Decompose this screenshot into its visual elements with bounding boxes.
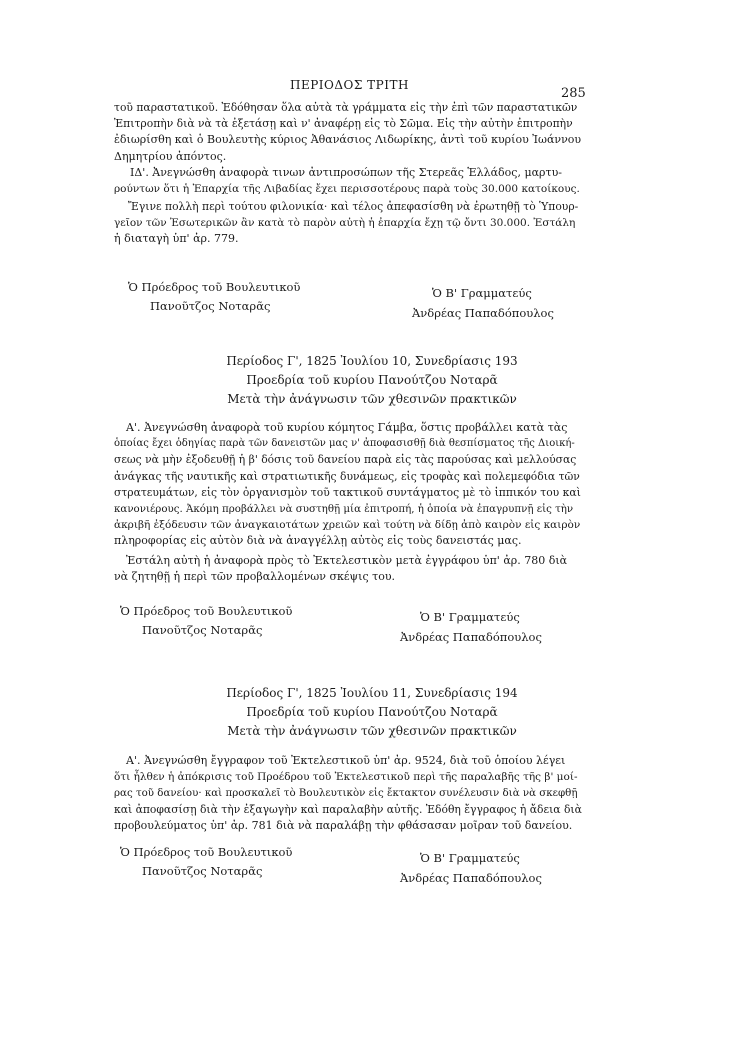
session-194-header <box>0 684 744 741</box>
text-line: Δημητρίου ἀπόντος. <box>114 149 227 163</box>
session-194-paragraph-1 <box>114 753 582 834</box>
president-title: Ὁ Πρόεδρος τοῦ Βουλευτικοῦ <box>120 604 293 618</box>
text-line: ἡ διαταγὴ ὑπ' ἀρ. 779. <box>114 232 239 246</box>
running-title: ΠΕΡΙΟΔΟΣ ΤΡΙΤΗ <box>290 78 409 92</box>
text-line: κανονιέρους. Ἀκόμη προβάλλει νὰ συστηθῇ μία ἐπιτροπή, ἡ ὁποία νὰ ἐπαγρυπνῇ εἰς τὴν <box>114 503 574 516</box>
page-header <box>0 78 744 101</box>
president-name: Πανοῦτζος Νοταρᾶς <box>142 864 263 878</box>
session-193-paragraph-2 <box>114 553 582 585</box>
text-line: ὅτι ἦλθεν ἡ ἀπόκρισις τοῦ Προέδρου τοῦ Ἐκτελεστικοῦ περὶ τῆς παραλαβῆς τῆς β' μοί- <box>114 771 578 784</box>
president-signature <box>120 843 292 881</box>
president-title: Ὁ Πρόεδρος τοῦ Βουλευτικοῦ <box>128 280 301 294</box>
text-line: πληροφορίας εἰς αὐτὸν διὰ νὰ ἀναγγέλλῃ αὐτὸς εἰς τοὺς δανειστάς μας. <box>114 534 522 548</box>
president-name: Πανοῦτζος Νοταρᾶς <box>142 623 263 637</box>
intro-paragraph-1 <box>114 100 582 165</box>
text-line: Α'. Ἀνεγνώσθη ἔγγραφον τοῦ Ἐκτελεστικοῦ ὑπ' ἀρ. 9524, διὰ τοῦ ὁποίου λέγει <box>126 754 566 767</box>
text-line: ρας τοῦ δανείου· καὶ προσκαλεῖ τὸ Βουλευτικὸν εἰς ἔκτακτον συνέλευσιν διὰ νὰ σκεφθῇ <box>114 787 578 800</box>
text-line: Ἐπιτροπὴν διὰ νὰ τὰ ἐξετάσῃ καὶ ν' ἀναφέρῃ εἰς τὸ Σῶμα. Εἰς τὴν αὐτὴν ἐπιτροπὴν <box>114 117 573 131</box>
president-title: Ὁ Πρόεδρος τοῦ Βουλευτικοῦ <box>120 845 293 859</box>
secretary-title: Ὁ Β' Γραμματεύς <box>432 286 532 300</box>
secretary-name: Ἀνδρέας Παπαδόπουλος <box>400 871 542 885</box>
session-after-reading: Μετὰ τὴν ἀνάγνωσιν τῶν χθεσινῶν πρακτικῶν <box>227 392 517 406</box>
text-line: ἐδιωρίσθη καὶ ὁ Βουλευτὴς κύριος Ἀθανάσιος Λιδωρίκης, ἀντὶ τοῦ κυρίου Ἰωάννου <box>114 133 582 147</box>
text-line: Α'. Ἀνεγνώσθη ἀναφορὰ τοῦ κυρίου κόμητος Γάμβα, ὅστις προβάλλει κατὰ τὰς <box>126 421 568 434</box>
text-line: σεως νὰ μὴν ἐξοδευθῇ ἡ β' δόσις τοῦ δανείου παρὰ εἰς τὰς παρούσας καὶ μελλούσας <box>114 453 577 467</box>
text-line: προβουλεύματος ὑπ' ἀρ. 781 διὰ νὰ παραλάβῃ τὴν φθάσασαν μοῖραν τοῦ δανείου. <box>114 818 573 832</box>
text-line: νὰ ζητηθῇ ἡ περὶ τῶν προβαλλομένων σκέψις του. <box>114 570 396 584</box>
session-after-reading: Μετὰ τὴν ἀνάγνωσιν τῶν χθεσινῶν πρακτικῶν <box>227 724 517 738</box>
session-heading: Περίοδος Γ', 1825 Ἰουλίου 10, Συνεδρίασις 193 <box>226 354 518 368</box>
intro-paragraph-3 <box>114 199 582 248</box>
secretary-title: Ὁ Β' Γραμματεύς <box>420 851 520 865</box>
page-number: 285 <box>561 86 586 101</box>
session-193-paragraph-1 <box>114 420 582 550</box>
president-signature <box>128 278 300 316</box>
text-line: καὶ ἀποφασίσῃ διὰ τὴν ἐξαγωγὴν καὶ παραλαβὴν αὐτῆς. Ἐδόθη ἔγγραφος ἡ ἄδεια διὰ <box>114 802 582 816</box>
text-line: Ἔγινε πολλὴ περὶ τούτου φιλονικία· καὶ τέλος ἀπεφασίσθη νὰ ἐρωτηθῇ τὸ Ὑπουρ- <box>128 200 579 213</box>
text-line: ρούντων ὅτι ἡ Ἐπαρχία τῆς Λιβαδίας ἔχει περισσοτέρους παρὰ τοὺς 30.000 κατοίκους. <box>114 183 580 196</box>
session-193-header <box>0 352 744 409</box>
secretary-title: Ὁ Β' Γραμματεύς <box>420 610 520 624</box>
session-presidency: Προεδρία τοῦ κυρίου Πανούτζου Νοταρᾶ <box>246 373 498 387</box>
intro-paragraph-2 <box>114 165 582 197</box>
secretary-signature <box>400 848 542 888</box>
secretary-signature <box>400 607 542 647</box>
text-line: ἀνάγκας τῆς ναυτικῆς καὶ στρατιωτικῆς δυνάμεως, εἰς τροφὰς καὶ πολεμεφόδια τῶν <box>114 469 580 483</box>
text-line: τοῦ παραστατικοῦ. Ἐδόθησαν ὅλα αὐτὰ τὰ γράμματα εἰς τὴν ἐπὶ τῶν παραστατικῶν <box>114 101 578 114</box>
text-line: γεῖον τῶν Ἐσωτερικῶν ἂν κατὰ τὸ παρὸν αὐτὴ ἡ ἐπαρχία ἔχῃ τῷ ὄντι 30.000. Ἐστάλη <box>114 217 576 230</box>
session-presidency: Προεδρία τοῦ κυρίου Πανούτζου Νοταρᾶ <box>246 705 498 719</box>
secretary-name: Ἀνδρέας Παπαδόπουλος <box>400 630 542 644</box>
text-line: ΙΔ'. Ἀνεγνώσθη ἀναφορὰ τινων ἀντιπροσώπων τῆς Στερεᾶς Ἑλλάδος, μαρτυ- <box>130 166 562 179</box>
text-line: ὁποίας ἔχει ὁδηγίας παρὰ τῶν δανειστῶν μας ν' ἀποφασισθῇ διὰ θεσπίσματος τῆς Διοική- <box>114 438 575 450</box>
president-signature <box>120 602 292 640</box>
session-heading: Περίοδος Γ', 1825 Ἰουλίου 11, Συνεδρίασις 194 <box>226 686 518 700</box>
president-name: Πανοῦτζος Νοταρᾶς <box>150 299 271 313</box>
text-line: στρατευμάτων, εἰς τὸν ὀργανισμὸν τοῦ τακτικοῦ συντάγματος μὲ τὸ ἱππικόν του καὶ <box>114 485 581 499</box>
text-line: Ἐστάλη αὐτὴ ἡ ἀναφορὰ πρὸς τὸ Ἐκτελεστικὸν μετὰ ἐγγράφου ὑπ' ἀρ. 780 διὰ <box>126 554 568 567</box>
secretary-name: Ἀνδρέας Παπαδόπουλος <box>412 306 554 320</box>
secretary-signature <box>412 283 554 323</box>
text-line: ἀκριβῆ ἐξόδευσιν τῶν ἀναγκαιοτάτων χρειῶν καὶ τούτη νὰ δίδῃ ἀπὸ καιρὸν εἰς καιρὸν <box>114 519 581 532</box>
